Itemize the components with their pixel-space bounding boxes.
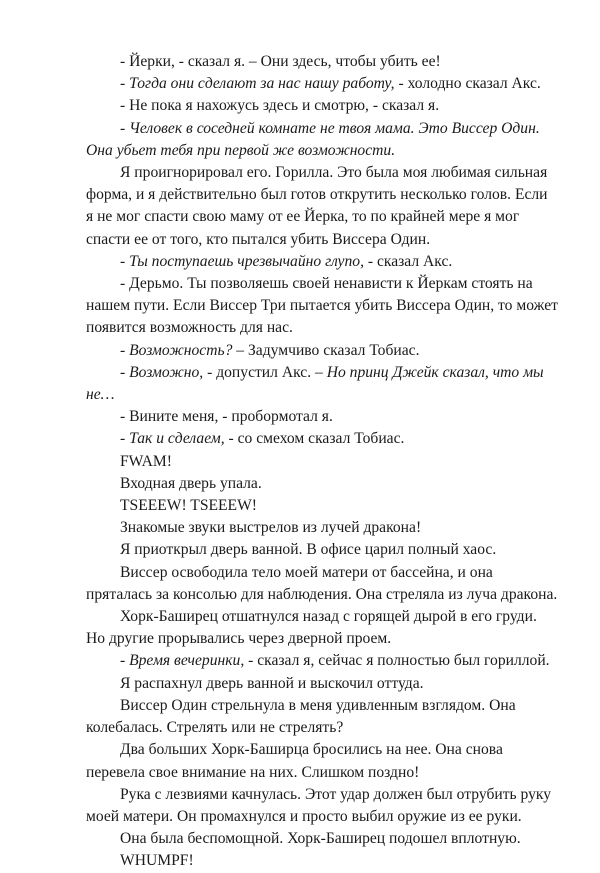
paragraph <box>86 428 558 450</box>
text: - Вините меня, - пробормотал я. <box>120 408 333 426</box>
text: WHUMPF! <box>120 852 194 870</box>
text: Входная дверь упала. <box>120 474 262 492</box>
text: - допустил Акс. – <box>203 363 327 381</box>
text: - <box>120 652 130 670</box>
text: - холодно сказал Акс. <box>394 75 541 93</box>
paragraph <box>86 495 558 517</box>
paragraph <box>86 362 558 406</box>
paragraph <box>86 828 558 850</box>
italic-text: Человек в соседней комнате не твоя мама. Это Виссер Один. Она убьет тебя при первой же возможности. <box>86 119 540 159</box>
text: – Задумчиво сказал Тобиас. <box>232 341 420 359</box>
text: TSEEEW! TSEEEW! <box>120 497 257 515</box>
paragraph <box>86 539 558 561</box>
paragraph <box>86 273 558 340</box>
text: Два больших Хорк-Баширца бросились на нее. Она снова перевела свое внимание на них. Слишком поздно! <box>86 741 503 781</box>
italic-text: Тогда они сделают за нас нашу работу, <box>129 75 395 93</box>
text: Хорк-Баширец отшатнулся назад с горящей дырой в его груди. Но другие прорывались через дверной проем. <box>86 608 537 648</box>
paragraph <box>86 606 558 650</box>
italic-text: Возможно, <box>129 363 204 381</box>
document-page <box>86 51 558 873</box>
text: - Не пока я нахожусь здесь и смотрю, - сказал я. <box>120 97 440 115</box>
paragraph <box>86 562 558 606</box>
italic-text: Возможность? <box>129 341 233 359</box>
text: - со смехом сказал Тобиас. <box>224 430 405 448</box>
paragraph <box>86 51 558 73</box>
paragraph <box>86 650 558 672</box>
text: Виссер Один стрельнула в меня удивленным взглядом. Она колебалась. Стрелять или не стрелять? <box>86 696 516 737</box>
paragraph <box>86 673 558 695</box>
text: - <box>120 119 130 137</box>
text: Я распахнул дверь ванной и выскочил оттуда. <box>120 674 424 692</box>
text: - сказал Акс. <box>363 252 453 270</box>
italic-text: Так и сделаем, <box>129 430 225 448</box>
text: FWAM! <box>120 452 172 470</box>
text: - <box>120 363 130 381</box>
paragraph <box>86 739 558 783</box>
paragraph <box>86 695 558 739</box>
paragraph <box>86 162 558 251</box>
paragraph <box>86 517 558 539</box>
paragraph <box>86 73 558 95</box>
paragraph <box>86 473 558 495</box>
text: - <box>120 75 130 93</box>
paragraph <box>86 251 558 273</box>
paragraph <box>86 850 558 872</box>
text: - сказал я, сейчас я полностью был гориллой. <box>244 652 550 670</box>
italic-text: Время вечеринки, <box>129 652 245 670</box>
paragraph <box>86 118 558 162</box>
italic-text: Но принц Джейк сказал, что мы не… <box>86 363 544 404</box>
paragraph <box>86 451 558 473</box>
paragraph <box>86 784 558 828</box>
text: Она была беспомощной. Хорк-Баширец подошел вплотную. <box>120 830 521 848</box>
paragraph <box>86 95 558 117</box>
text: - <box>120 341 130 359</box>
text: - <box>120 252 130 270</box>
text: - <box>120 430 130 448</box>
text: Я проигнорировал его. Горилла. Это была моя любимая сильная форма, и я действительно был готов открутить несколько голов. Если я не мог спасти свою маму от ее Йерка, то по крайней мере я мог спасти ее от того, кто пытался убить Виссера Один. <box>86 164 548 248</box>
text: Рука с лезвиями качнулась. Этот удар должен был отрубить руку моей матери. Он промахнулся и просто выбил оружие из ее руки. <box>86 785 552 825</box>
text: Я приоткрыл дверь ванной. В офисе царил полный хаос. <box>120 541 497 559</box>
paragraph <box>86 340 558 362</box>
italic-text: Ты поступаешь чрезвычайно глупо, <box>129 252 364 270</box>
text: Виссер освободила тело моей матери от бассейна, и она пряталась за консолью для наблюдения. Она стреляла из луча дракона. <box>86 563 558 603</box>
text: - Йерки, - сказал я. – Они здесь, чтобы убить ее! <box>120 53 441 70</box>
text: Знакомые звуки выстрелов из лучей дракона! <box>120 519 422 537</box>
paragraph <box>86 406 558 428</box>
text: - Дерьмо. Ты позволяешь своей ненависти к Йеркам стоять на нашем пути. Если Виссер Три пытается убить Виссера Один, то может появится возможность для нас. <box>86 275 558 337</box>
